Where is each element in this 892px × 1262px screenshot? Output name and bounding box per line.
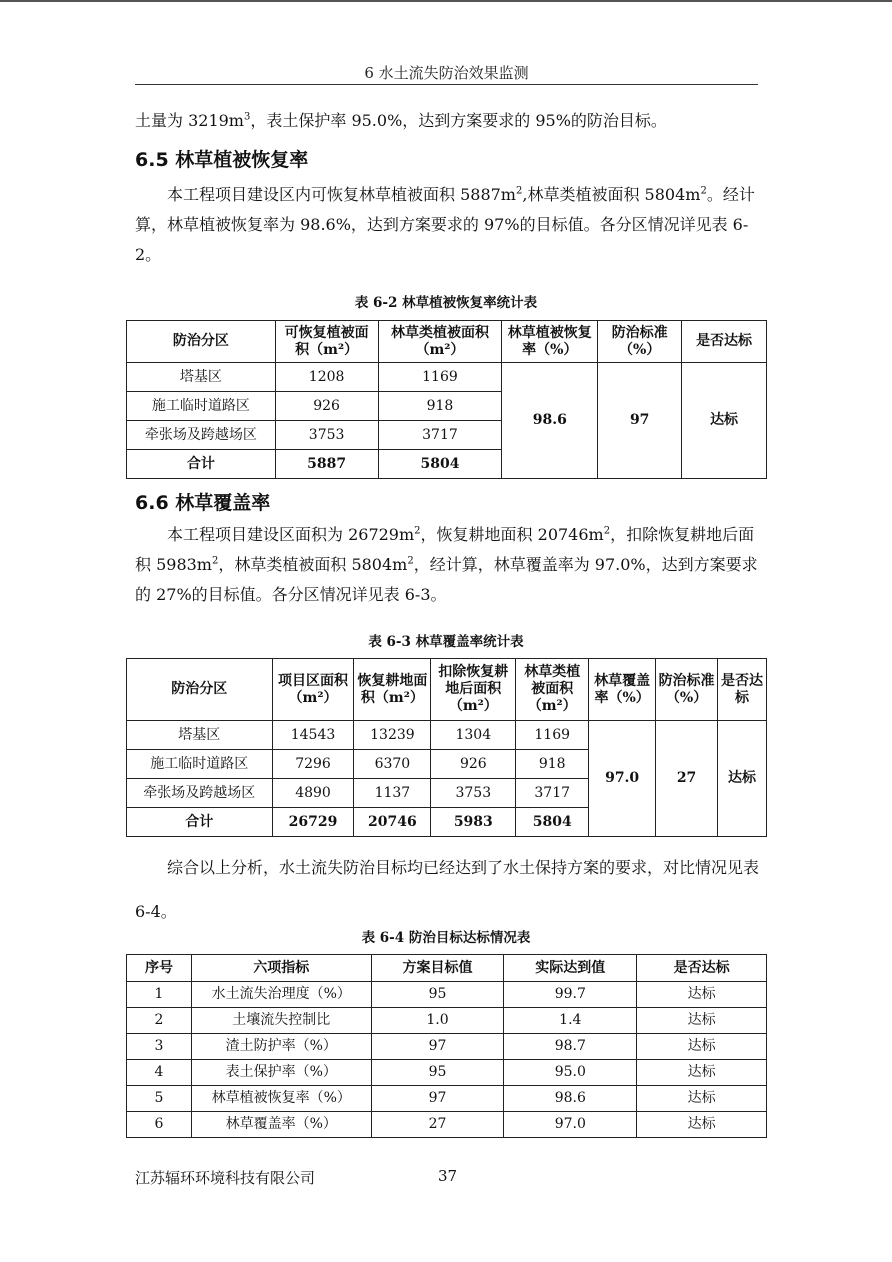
para65-sup1: 2 (515, 185, 523, 197)
header-rule (135, 84, 758, 85)
section-6-6-heading: 6.6 林草覆盖率 (135, 492, 271, 514)
t64-cell: 林草植被恢复率（%） (191, 1086, 371, 1112)
t63-header-cell: 林草类植被面积（m²） (516, 659, 589, 721)
t63-total-cell: 26729 (272, 808, 354, 837)
para66-c: ，扣除恢复耕地后面积 5983m (135, 525, 755, 574)
t63-header-cell: 林草覆盖率（%） (589, 659, 656, 721)
t64-cell: 达标 (637, 1112, 767, 1138)
t63-cell: 926 (431, 750, 516, 779)
para66-sup4: 2 (407, 555, 414, 567)
intro-line (135, 106, 760, 136)
t64-cell: 3 (127, 1034, 192, 1060)
t64-cell: 水土流失治理度（%） (191, 982, 371, 1008)
t62-merged-standard: 97 (598, 363, 682, 479)
t64-cell: 97.0 (504, 1112, 637, 1138)
t64-cell: 97 (371, 1086, 504, 1112)
t64-cell: 土壤流失控制比 (191, 1008, 371, 1034)
t64-cell: 95 (371, 1060, 504, 1086)
t63-total-cell: 合计 (127, 808, 273, 837)
t64-cell: 达标 (637, 1060, 767, 1086)
page-number: 37 (438, 1167, 458, 1185)
t62-merged-rate: 98.6 (502, 363, 598, 479)
t64-cell: 1.0 (371, 1008, 504, 1034)
t62-header-cell: 防治标准（%） (598, 321, 682, 363)
t62-merged-status: 达标 (682, 363, 767, 479)
t62-total-cell: 5804 (378, 450, 502, 479)
intro-text-a: 土量为 3219m (135, 111, 244, 130)
t62-cell: 1208 (275, 363, 378, 392)
table-row (127, 1034, 767, 1060)
para66-a: 本工程项目建设区面积为 26729m (167, 525, 415, 544)
t64-header-cell: 序号 (127, 955, 192, 982)
footer-company: 江苏辐环环境科技有限公司 (135, 1169, 316, 1187)
t63-total-cell: 20746 (354, 808, 431, 837)
t62-header-cell: 可恢复植被面积（m²） (275, 321, 378, 363)
table-row (127, 721, 767, 750)
t62-cell: 3753 (275, 421, 378, 450)
table-6-4-caption: 表 6-4 防治目标达标情况表 (361, 930, 531, 946)
t64-header-cell: 方案目标值 (371, 955, 504, 982)
section-6-5-paragraph (135, 180, 760, 270)
t64-cell: 1.4 (504, 1008, 637, 1034)
t64-cell: 95 (371, 982, 504, 1008)
t62-cell: 1169 (378, 363, 502, 392)
page-header: 6 水土流失防治效果监测 (364, 64, 529, 82)
table-6-3 (126, 658, 767, 837)
t62-total-cell: 5887 (275, 450, 378, 479)
t64-header-cell: 实际达到值 (504, 955, 637, 982)
t64-cell: 达标 (637, 1008, 767, 1034)
t64-cell: 5 (127, 1086, 192, 1112)
para66-sup2: 2 (603, 525, 611, 537)
t63-cell: 6370 (354, 750, 431, 779)
t62-cell: 施工临时道路区 (127, 392, 276, 421)
t63-cell: 3753 (431, 779, 516, 808)
t64-cell: 98.7 (504, 1034, 637, 1060)
table-row (127, 1112, 767, 1138)
t64-cell: 达标 (637, 982, 767, 1008)
t62-header-cell: 防治分区 (127, 321, 276, 363)
t63-merged-status: 达标 (718, 721, 767, 837)
t62-header-cell: 是否达标 (682, 321, 767, 363)
t63-header-cell: 项目区面积（m²） (272, 659, 354, 721)
t63-header-cell: 是否达标 (718, 659, 767, 721)
t64-cell: 1 (127, 982, 192, 1008)
table-row (127, 363, 767, 392)
t64-cell: 99.7 (504, 982, 637, 1008)
t63-header-cell: 恢复耕地面积（m²） (354, 659, 431, 721)
section-6-5-heading: 6.5 林草植被恢复率 (135, 149, 309, 171)
t64-cell: 98.6 (504, 1086, 637, 1112)
t62-cell: 926 (275, 392, 378, 421)
t63-cell: 1169 (516, 721, 589, 750)
t63-cell: 1304 (431, 721, 516, 750)
para65-a: 本工程项目建设区内可恢复林草植被面积 5887m (167, 185, 516, 204)
t63-cell: 13239 (354, 721, 431, 750)
para65-c: 。经计算，林草植被恢复率为 98.6%，达到方案要求的 97%的目标值。各分区情况详见表 6-2。 (135, 185, 755, 264)
t63-cell: 4890 (272, 779, 354, 808)
t64-cell: 4 (127, 1060, 192, 1086)
table-row (127, 982, 767, 1008)
t64-cell: 6 (127, 1112, 192, 1138)
t63-cell: 牵张场及跨越场区 (127, 779, 273, 808)
t64-header-cell: 是否达标 (637, 955, 767, 982)
t64-header-cell: 六项指标 (191, 955, 371, 982)
t63-header-cell: 防治标准（%） (656, 659, 718, 721)
t62-cell: 牵张场及跨越场区 (127, 421, 276, 450)
table-row (127, 1008, 767, 1034)
para66-e: ，经计算，林草覆盖率为 97.0%，达到方案要求的 27%的目标值。各分区情况详见表 6-3。 (135, 555, 758, 604)
t63-cell: 3717 (516, 779, 589, 808)
para66-d: ，林草类植被面积 5804m (218, 555, 408, 574)
t62-header-cell: 林草植被恢复率（%） (502, 321, 598, 363)
t64-cell: 达标 (637, 1034, 767, 1060)
para66-sup3: 2 (211, 555, 219, 567)
t64-cell: 97 (371, 1034, 504, 1060)
table-6-2 (126, 320, 767, 479)
para66-sup1: 2 (414, 525, 421, 537)
t62-cell: 3717 (378, 421, 502, 450)
intro-text-b: ，表土保护率 95.0%，达到方案要求的 95%的防治目标。 (250, 111, 667, 130)
summary-paragraph: 综合以上分析，水土流失防治目标均已经达到了水土保持方案的要求，对比情况见表 6-4。 (135, 858, 760, 921)
t64-cell: 达标 (637, 1086, 767, 1112)
table-6-2-caption: 表 6-2 林草植被恢复率统计表 (354, 295, 538, 311)
t64-cell: 渣土防护率（%） (191, 1034, 371, 1060)
t62-header-cell: 林草类植被面积（m²） (378, 321, 502, 363)
table-6-4 (126, 954, 767, 1138)
t62-cell: 塔基区 (127, 363, 276, 392)
top-border (0, 0, 892, 2)
t63-cell: 塔基区 (127, 721, 273, 750)
table-6-3-caption: 表 6-3 林草覆盖率统计表 (368, 634, 524, 650)
t63-header-cell: 防治分区 (127, 659, 273, 721)
t63-total-cell: 5983 (431, 808, 516, 837)
t64-cell: 表土保护率（%） (191, 1060, 371, 1086)
t64-cell: 林草覆盖率（%） (191, 1112, 371, 1138)
para65-b: ,林草类植被面积 5804m (522, 185, 701, 204)
t63-cell: 7296 (272, 750, 354, 779)
t63-cell: 14543 (272, 721, 354, 750)
section-6-6-paragraph (135, 520, 760, 610)
t62-total-cell: 合计 (127, 450, 276, 479)
t63-merged-rate: 97.0 (589, 721, 656, 837)
t63-header-cell: 扣除恢复耕地后面积（m²） (431, 659, 516, 721)
t64-cell: 27 (371, 1112, 504, 1138)
t63-cell: 1137 (354, 779, 431, 808)
table-row (127, 1086, 767, 1112)
t63-merged-standard: 27 (656, 721, 718, 837)
para66-b: ，恢复耕地面积 20746m (420, 525, 604, 544)
t64-cell: 2 (127, 1008, 192, 1034)
t63-cell: 918 (516, 750, 589, 779)
intro-sup: 3 (243, 111, 251, 123)
t63-cell: 施工临时道路区 (127, 750, 273, 779)
table-row (127, 1060, 767, 1086)
t64-cell: 95.0 (504, 1060, 637, 1086)
t63-total-cell: 5804 (516, 808, 589, 837)
para65-sup2: 2 (700, 185, 707, 197)
t62-cell: 918 (378, 392, 502, 421)
